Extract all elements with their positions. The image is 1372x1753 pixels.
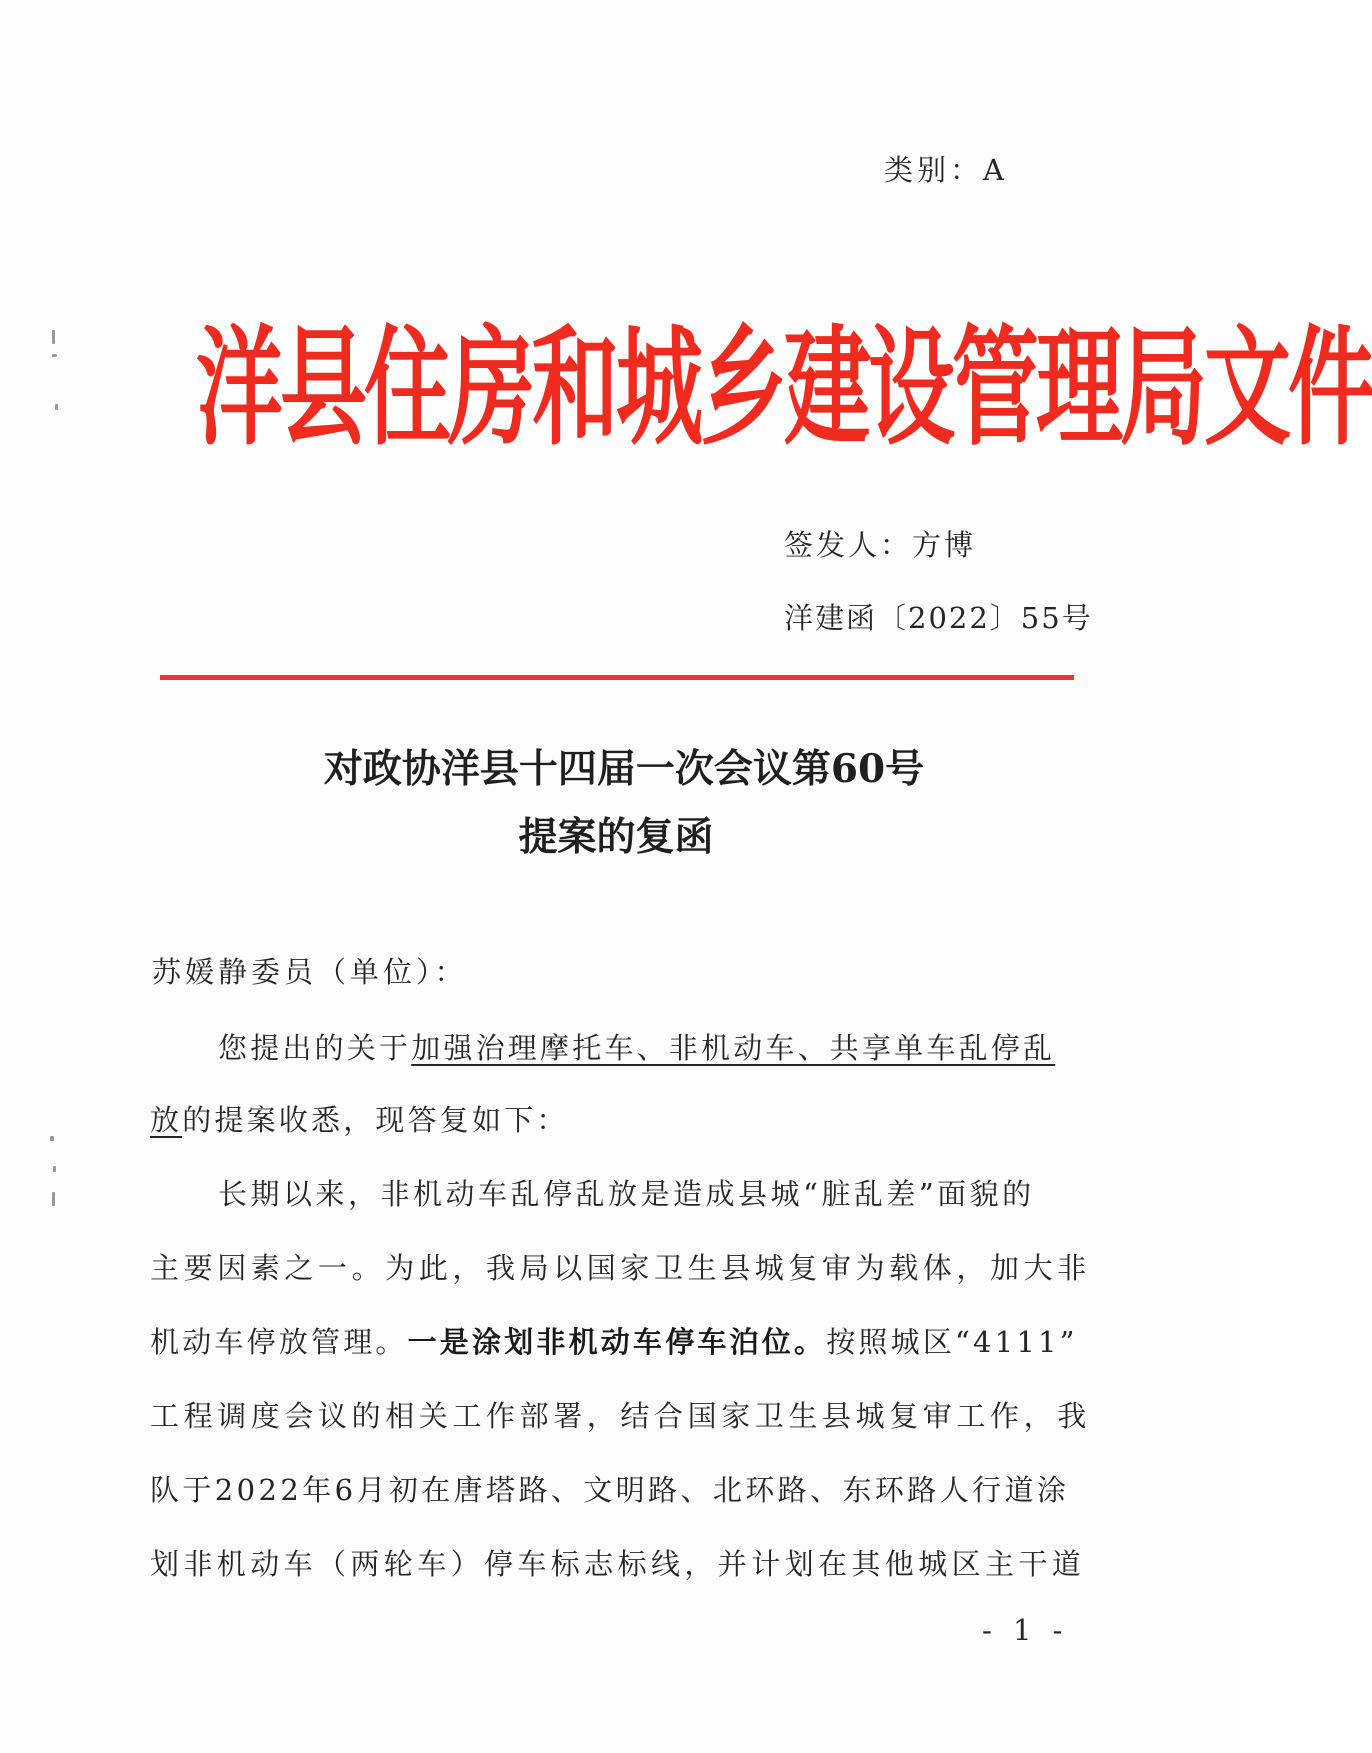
p1-suffix: 的提案收悉，现答复如下： [182,1103,569,1137]
page-number: - 1 - [982,1613,1069,1647]
proposal-topic-continued: 放 [150,1103,183,1137]
body-line [218,1172,1035,1213]
scan-speck [53,1166,56,1172]
p2-line-5: 队于2022年6月初在唐塔路、文明路、北环路、东环路人行道涂 [150,1473,1070,1507]
body-line [150,1320,1078,1361]
scan-speck [52,354,57,357]
proposal-topic: 加强治理摩托车、非机动车、共享单车乱停乱 [411,1031,1056,1065]
scan-speck [55,404,58,410]
document-category: 类别：A [884,153,1008,187]
signer: 签发人：方博 [784,528,977,562]
reply-title-line-1: 对政协洋县十四届一次会议第60号 [323,746,925,792]
reply-title-line-2: 提案的复函 [518,814,714,860]
document-number: 洋建函〔2022〕55号 [784,601,1093,635]
body-line [150,1246,1091,1287]
p2-emphasis-first-measure: 一是涂划非机动车停车泊位。 [407,1325,827,1359]
body-line [218,1026,1055,1067]
letterhead-divider [160,675,1074,680]
scan-speck [50,1136,54,1141]
body-line [150,1542,1085,1583]
p2-line-2: 主要因素之一。为此，我局以国家卫生县城复审为载体，加大非 [150,1251,1091,1285]
scan-speck [52,330,55,344]
body-line [150,1468,1069,1509]
body-line [150,1394,1091,1435]
body-line [150,1098,569,1139]
p2-line-4: 工程调度会议的相关工作部署，结合国家卫生县城复审工作，我 [150,1399,1091,1433]
p1-prefix: 您提出的关于 [218,1031,412,1065]
scan-speck [52,1192,55,1206]
p2-line-3a: 机动车停放管理。 [150,1325,408,1359]
salutation: 苏媛静委员（单位）： [152,955,468,989]
p2-line-6: 划非机动车（两轮车）停车标志标线，并计划在其他城区主干道 [150,1547,1086,1581]
p2-line-3b: 按照城区“4111” [826,1325,1078,1359]
agency-letterhead-title: 洋县住房和城乡建设管理局文件 [196,312,1372,464]
p2-line-1: 长期以来，非机动车乱停乱放是造成县城“脏乱差”面貌的 [218,1177,1035,1211]
